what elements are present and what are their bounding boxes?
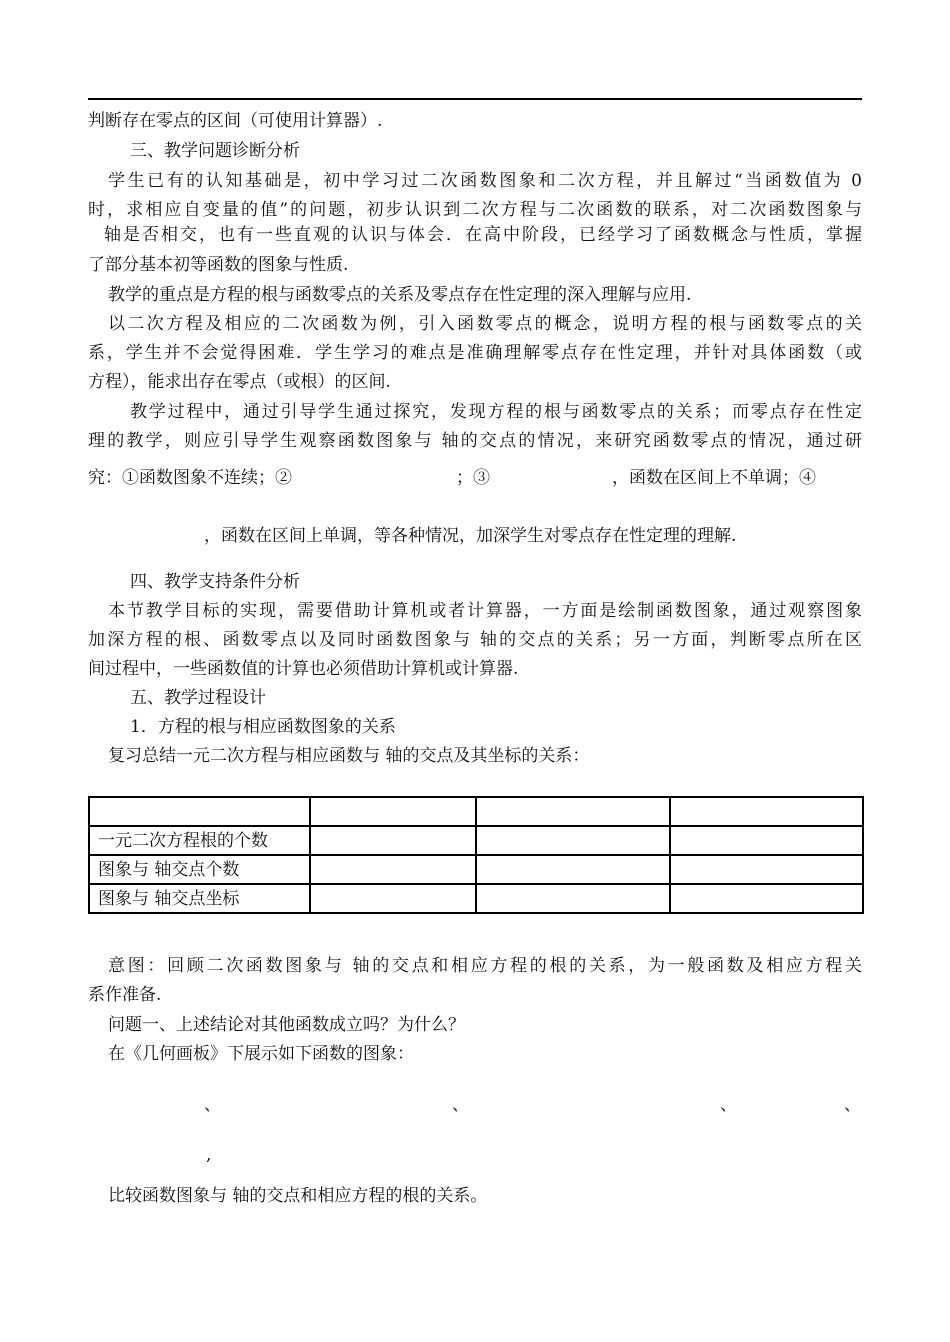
table-cell: 图象与 轴交点个数	[89, 855, 310, 884]
function-list-separator: ,	[206, 1145, 212, 1165]
table-cell: 一元二次方程根的个数	[89, 826, 310, 855]
function-list-separator: 、	[844, 1095, 861, 1115]
para-1-line-4: 了部分基本初等函数的图象与性质.	[88, 255, 349, 275]
para-1-line-3: 轴是否相交，也有一些直观的认识与体会．在高中阶段，已经学习了函数概念与性质，掌握	[104, 225, 862, 245]
function-list-separator: 、	[204, 1095, 221, 1115]
para-1-line-1: 学生已有的认知基础是，初中学习过二次函数图象和二次方程，并且解过“当函数值为 0	[108, 171, 862, 191]
para-5-line-2: 加深方程的根、函数零点以及同时函数图象与 轴的交点的关系；另一方面，判断零点所在区	[88, 630, 862, 650]
table-row	[89, 826, 863, 855]
subsection-1-heading: 1．方程的根与相应函数图象的关系	[130, 717, 396, 737]
table-cell	[89, 797, 310, 826]
header-rule	[88, 98, 862, 100]
table-cell	[310, 884, 476, 913]
function-list-separator: 、	[720, 1095, 737, 1115]
para-4-line-3-part-b: ；③	[456, 468, 490, 488]
para-4-line-1: 教学过程中，通过引导学生通过探究，发现方程的根与函数零点的关系；而零点存在性定	[130, 402, 862, 422]
table-cell	[670, 855, 863, 884]
para-4-line-3-part-a: 究：①函数图象不连续；②	[88, 468, 292, 488]
para-6-line-1: 复习总结一元二次方程与相应函数与 轴的交点及其坐标的关系：	[108, 746, 590, 766]
para-4-line-4: ，函数在区间上单调，等各种情况，加深学生对零点存在性定理的理解.	[204, 526, 737, 546]
table-cell	[310, 855, 476, 884]
intro-tail: 判断存在零点的区间（可使用计算器）.	[88, 111, 383, 131]
para-7-line-1: 意图：回顾二次函数图象与 轴的交点和相应方程的根的关系，为一般函数及相应方程关	[108, 956, 862, 976]
table-row	[89, 884, 863, 913]
table-cell	[670, 797, 863, 826]
para-7-line-2: 系作准备.	[88, 985, 162, 1005]
table-cell	[670, 826, 863, 855]
section-4-heading: 四、教学支持条件分析	[130, 572, 300, 592]
para-4-line-3-part-c: ，函数在区间上不单调；④	[612, 468, 816, 488]
para-1-line-2: 时，求相应自变量的值”的问题，初步认识到二次方程与二次函数的联系，对二次函数图象与	[88, 200, 862, 220]
table-cell: 图象与 轴交点坐标	[89, 884, 310, 913]
para-3-line-1: 以二次方程及相应的二次函数为例，引入函数零点的概念，说明方程的根与函数零点的关	[108, 314, 862, 334]
roots-vs-intersections-table	[88, 796, 864, 914]
table-cell	[476, 826, 670, 855]
section-5-heading: 五、教学过程设计	[130, 688, 266, 708]
table-row	[89, 855, 863, 884]
table-row	[89, 797, 863, 826]
para-5-line-3: 间过程中，一些函数值的计算也必须借助计算机或计算器.	[88, 659, 519, 679]
para-9-line-1: 在《几何画板》下展示如下函数的图象：	[108, 1044, 414, 1064]
table-cell	[476, 855, 670, 884]
para-3-line-2: 系，学生并不会觉得困难．学生学习的难点是准确理解零点存在性定理，并针对具体函数（或	[88, 343, 862, 363]
para-10-line-1: 比较函数图象与 轴的交点和相应方程的根的关系。	[108, 1186, 488, 1206]
para-2-line-1: 教学的重点是方程的根与函数零点的关系及零点存在性定理的深入理解与应用.	[108, 285, 692, 305]
table-cell	[476, 884, 670, 913]
para-5-line-1: 本节教学目标的实现，需要借助计算机或者计算器，一方面是绘制函数图象，通过观察图象	[108, 601, 862, 621]
function-list-separator: 、	[452, 1095, 469, 1115]
table-cell	[310, 826, 476, 855]
table-cell	[670, 884, 863, 913]
section-3-heading: 三、教学问题诊断分析	[130, 141, 300, 161]
table-cell	[476, 797, 670, 826]
para-3-line-3: 方程），能求出存在零点（或根）的区间.	[88, 372, 391, 392]
table-cell	[310, 797, 476, 826]
para-8-line-1: 问题一、上述结论对其他函数成立吗？为什么？	[108, 1015, 465, 1035]
para-4-line-2: 理的教学，则应引导学生观察函数图象与 轴的交点的情况，来研究函数零点的情况，通过研	[88, 431, 862, 451]
